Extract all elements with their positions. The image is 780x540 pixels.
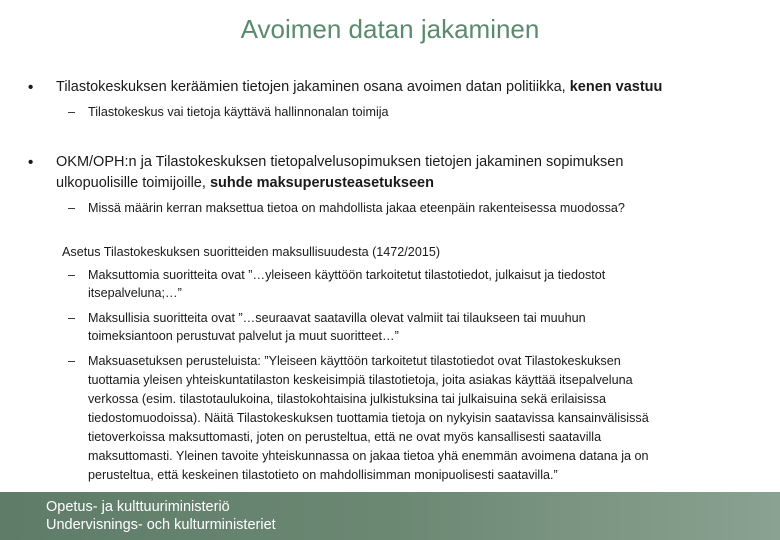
asetus-item-3-line: verkossa (esim. tilastotaulukoina, tilastokohtaisina julkistuksina tai julkaisuina sekä erilaisissa — [88, 392, 606, 406]
asetus-item-3-line: tietoverkoissa maksuttomasti, joten on perusteltua, että ne ovat myös kansallisesti saatavilla — [88, 430, 602, 444]
asetus-item-3-line: tiedostomuodoissa). Näitä Tilastokeskuksen tuottamia tietoja on nykyisin saatavissa kansainvälisissä — [88, 411, 649, 425]
asetus-item-2-line: toimeksiantoon perustuvat palvelut ja muut suoritteet…” — [88, 329, 399, 343]
ministry-footer — [0, 492, 780, 540]
dash-marker: – — [68, 201, 76, 215]
page-title: Avoimen datan jakaminen — [240, 14, 540, 44]
footer-line-sv: Undervisnings- och kulturministeriet — [46, 517, 276, 533]
asetus-item-3-line: tuottamia yleisen yhteiskuntatilaston keskeisimpiä tilastotietoja, joita asiakas käyttää itsepalveluna — [88, 373, 633, 387]
bullet-1-sub-text: Tilastokeskus vai tietoja käyttävä hallinnonalan toimija — [88, 105, 389, 119]
asetus-item-3-line: perusteltua, että keskeinen tilastotieto on mahdollisimman monipuolisesti saatavilla.” — [88, 468, 558, 482]
dash-marker: – — [68, 268, 76, 282]
footer-line-fi: Opetus- ja kulttuuriministeriö — [46, 499, 230, 515]
asetus-item-2-line: Maksullisia suoritteita ovat ”…seuraavat saatavilla olevat valmiit tai tilaukseen tai muuhun — [88, 311, 586, 325]
bullet-2-line-1: OKM/OPH:n ja Tilastokeskuksen tietopalvelusopimuksen tietojen jakaminen sopimuksen — [56, 154, 624, 170]
asetus-item-1-line: Maksuttomia suoritteita ovat ”…yleiseen käyttöön tarkoitetut tilastotiedot, julkaisut ja tiedostot — [88, 268, 606, 282]
asetus-item-2 — [68, 309, 748, 345]
bullet-2-line-2 — [56, 173, 756, 194]
bullet-1-sub — [68, 103, 748, 121]
bullet-2 — [28, 152, 756, 194]
asetus-item-3-line: Maksuasetuksen perusteluista: ”Yleiseen käyttöön tarkoitetut tilastotiedot ovat Tilastokeskuksen — [88, 354, 621, 368]
dash-marker: – — [68, 105, 76, 119]
dash-marker: – — [68, 311, 76, 325]
bullet-2-line-2-text: ulkopuolisille toimijoille, — [56, 175, 210, 191]
bullet-1-text: Tilastokeskuksen keräämien tietojen jakaminen osana avoimen datan politiikka, — [56, 79, 570, 95]
asetus-item-3 — [68, 352, 748, 485]
asetus-item-3-line: maksuttomasti. Yleinen tavoite yhteiskunnassa on jakaa tietoa yhä enemmän avoimena datana ja on — [88, 449, 649, 463]
asetus-heading: Asetus Tilastokeskuksen suoritteiden maksullisuudesta (1472/2015) — [62, 245, 441, 259]
asetus-item-1-line: itsepalveluna;…” — [88, 286, 182, 300]
dash-marker: – — [68, 354, 76, 368]
bullet-2-sub-text: Missä määrin kerran maksettua tietoa on mahdollista jakaa eteenpäin rakenteisessa muodossa? — [88, 201, 625, 215]
bullet-2-sub — [68, 199, 748, 217]
bullet-1-bold: kenen vastuu — [569, 79, 663, 95]
bullet-marker: • — [28, 79, 34, 96]
bullet-1 — [28, 77, 756, 98]
asetus-item-1 — [68, 266, 748, 302]
bullet-marker: • — [28, 154, 34, 171]
bullet-2-bold: suhde maksuperusteasetukseen — [209, 175, 434, 191]
